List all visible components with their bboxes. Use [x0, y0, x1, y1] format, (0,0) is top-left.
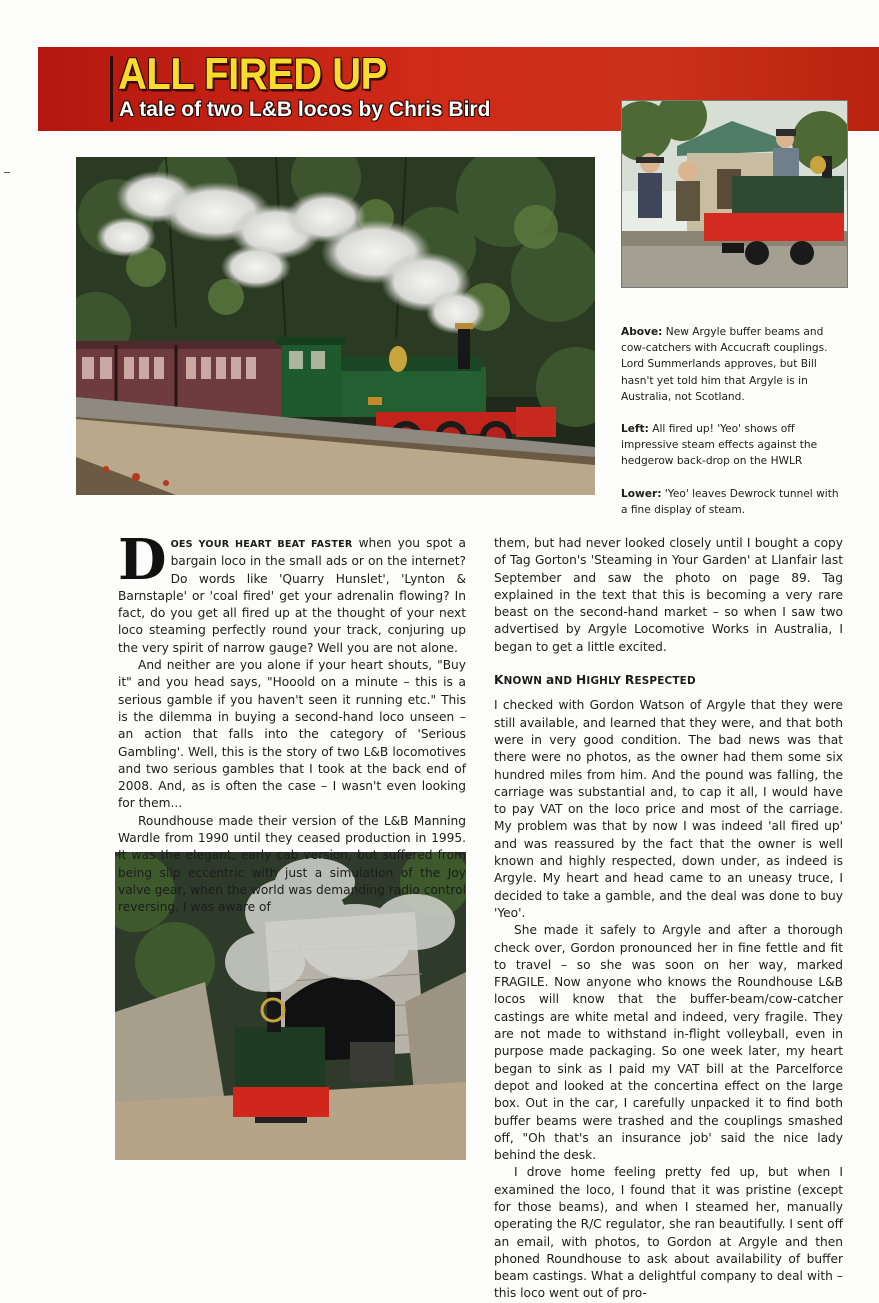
- article-paragraph-4: them, but had never looked closely until I bought a copy of Tag Gorton's 'Steaming in Your Garden' at Llanfair last September and saw the photo on page 89. Tag explained in the text that this is becoming a very rare beast on the second-hand market – so when I saw two advertised by Argyle Locomotive Works in Australia, I began to get a little excited.: [494, 536, 843, 654]
- article-paragraph-3: Roundhouse made their version of the L&B Manning Wardle from 1990 until they ceased production in 1995. It was the elegant, early cab version, but suffered from being slip eccentric with just a simulation of the Joy valve gear, when the world was demanding radio control reversing. I was aware of: [118, 813, 466, 915]
- caption-lower: Lower: 'Yeo' leaves Dewrock tunnel with a fine display of steam.: [621, 487, 839, 516]
- article-paragraph-6: She made it safely to Argyle and after a thorough check over, Gordon pronounced her in fine fettle and fit to travel – so she was soon on her way, marked FRAGILE. Now anyone who knows the Roundhouse L&B locos will know that the buffer-beam/cow-catcher castings are white metal and indeed, very fragile. They are not made to withstand in-flight volleyball, even in purpose made packaging. So one week later, my heart began to sink as I paid my VAT bill at the Parcelforce depot and looked at the concertina effect on the large box. Out in the car, I carefully unpacked it to find both buffer beams were trashed and the couplings smashed off, "Oh that's an insurance job' said the nice lady behind the desk.: [494, 923, 843, 1163]
- lead-in: OES YOUR HEART BEAT FASTER: [170, 539, 353, 550]
- caption-above: Above: New Argyle buffer beams and cow-catchers with Accucraft couplings. Lord Summerlands approves, but Bill hasn't yet told him that Argyle is in Australia, not Scotland.: [621, 326, 828, 403]
- photo-figures-station: [621, 100, 848, 288]
- article-title: ALL FIRED UP: [118, 50, 387, 100]
- article-paragraph-2: And neither are you alone if your heart shouts, "Buy it" and you head says, "Hooold on a minute – this is a serious gamble if you haven't seen it running etc." This is the dilemma in buying a second-hand loco unseen – an action that falls into the category of 'Serious Gambling'. Well, this is the story of two L&B locomotives and two serious gambles that I took at the back end of 2008. And, as is often the case – I wasn't even looking for them...: [118, 658, 466, 811]
- article-paragraph-7: I drove home feeling pretty fed up, but when I examined the loco, I found that it was pristine (except for those beams), and when I steamed her, manually operating the R/C regulator, she ran beautifully. I sent off an email, with photos, to Gordon at Argyle and then phoned Roundhouse to ask about availability of buffer beam castings. What a delightful company to deal with – this loco went out of pro-: [494, 1165, 843, 1301]
- drop-cap: D: [118, 527, 167, 593]
- article-subtitle: A tale of two L&B locos by Chris Bird: [119, 98, 491, 121]
- article-column-right: [494, 535, 843, 1303]
- article-column-left: [118, 527, 466, 917]
- caption-left: Left: All fired up! 'Yeo' shows off impressive steam effects against the hedgerow back-drop on the HWLR: [621, 423, 818, 468]
- photo-captions: [621, 324, 847, 534]
- photo-train-steam-hedgerow: [76, 157, 595, 495]
- article-paragraph-1: DOES YOUR HEART BEAT FASTER when you spot a bargain loco in the small ads or on the internet? Do words like 'Quarry Hunslet', 'Lynton & Barnstaple' or 'coal fired' get your adrenalin flowing? In fact, do you get all fired up at the thought of your next loco steaming perfectly round your track, conjuring up the very spirit of narrow gauge? Well you are not alone.: [118, 527, 466, 655]
- article-paragraph-5: I checked with Gordon Watson of Argyle that they were still available, and learned that they were, and that both were in very good condition. The bad news was that there were no photos, as the owner had them some six hundred miles from him. And the pound was falling, the carriage was substantial and, to cap it all, I would have to pay VAT on the loco price and most of the carriage. My problem was that by now I was indeed 'all fired up' and was reassured by the fact that the owner is well known and highly respected, down under, as indeed is Argyle. My heart and head came to an uneasy truce, I decided to take a gamble, and the deal was done to buy 'Yeo'.: [494, 698, 843, 920]
- margin-mark: [4, 172, 10, 173]
- section-heading: KNOWN aND HIGHLY RESPECTED: [494, 673, 696, 688]
- title-rule: [110, 56, 113, 122]
